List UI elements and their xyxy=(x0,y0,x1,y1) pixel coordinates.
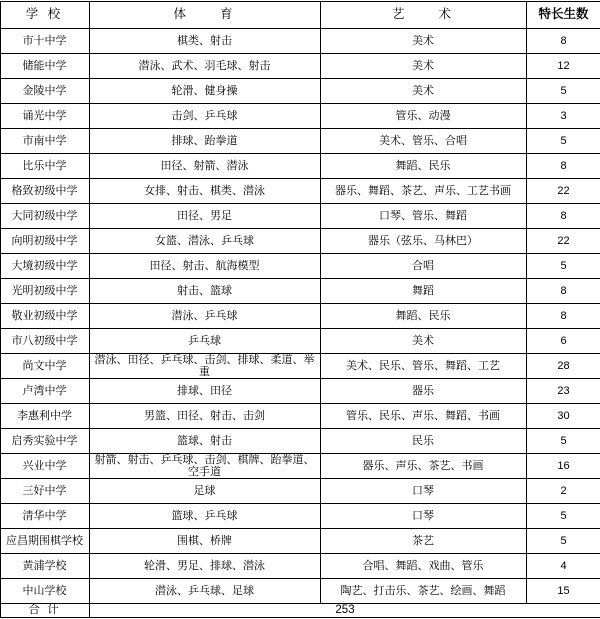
table-row xyxy=(0,454,600,479)
table-footer xyxy=(0,604,600,618)
table-row xyxy=(0,579,600,604)
table-row xyxy=(0,479,600,504)
cell-count: 5 xyxy=(526,504,600,529)
cell-art: 美术 xyxy=(320,79,526,104)
header-row xyxy=(0,2,600,29)
cell-sport: 篮球、乒乓球 xyxy=(89,504,320,529)
table-row xyxy=(0,279,600,304)
cell-school: 市八初级中学 xyxy=(0,329,89,354)
cell-school: 诵光中学 xyxy=(0,104,89,129)
cell-school: 金陵中学 xyxy=(0,79,89,104)
table-row xyxy=(0,104,600,129)
header-school: 学 校 xyxy=(0,2,89,29)
cell-sport: 击剑、乒乓球 xyxy=(89,104,320,129)
cell-sport: 排球、田径 xyxy=(89,379,320,404)
cell-sport: 棋类、射击 xyxy=(89,29,320,54)
cell-sport: 射击、篮球 xyxy=(89,279,320,304)
cell-art: 陶艺、打击乐、茶艺、绘画、舞蹈 xyxy=(320,579,526,604)
cell-school: 清华中学 xyxy=(0,504,89,529)
cell-count: 12 xyxy=(526,54,600,79)
cell-art: 美术 xyxy=(320,329,526,354)
cell-art: 舞蹈 xyxy=(320,279,526,304)
total-value: 253 xyxy=(89,604,600,618)
table-row xyxy=(0,329,600,354)
cell-sport: 篮球、射击 xyxy=(89,429,320,454)
cell-art: 舞蹈、民乐 xyxy=(320,154,526,179)
table-row xyxy=(0,304,600,329)
cell-art: 管乐、民乐、声乐、舞蹈、书画 xyxy=(320,404,526,429)
cell-school: 尚文中学 xyxy=(0,354,89,379)
cell-sport: 潜泳、乒乓球、足球 xyxy=(89,579,320,604)
cell-school: 市南中学 xyxy=(0,129,89,154)
cell-sport: 女篮、潜泳、乒乓球 xyxy=(89,229,320,254)
cell-count: 22 xyxy=(526,229,600,254)
cell-art: 美术 xyxy=(320,29,526,54)
table-row xyxy=(0,554,600,579)
cell-school: 兴业中学 xyxy=(0,454,89,479)
table-body xyxy=(0,29,600,604)
cell-school: 中山学校 xyxy=(0,579,89,604)
cell-school: 卢湾中学 xyxy=(0,379,89,404)
cell-count: 28 xyxy=(526,354,600,379)
table-row xyxy=(0,204,600,229)
cell-count: 6 xyxy=(526,329,600,354)
table-row xyxy=(0,229,600,254)
table-row xyxy=(0,379,600,404)
cell-sport: 潜泳、田径、乒乓球、击剑、排球、柔道、举重 xyxy=(89,354,320,379)
table-header xyxy=(0,2,600,29)
cell-count: 8 xyxy=(526,279,600,304)
cell-count: 8 xyxy=(526,29,600,54)
cell-count: 8 xyxy=(526,204,600,229)
table-row xyxy=(0,354,600,379)
table-row xyxy=(0,29,600,54)
cell-count: 8 xyxy=(526,304,600,329)
cell-school: 李惠利中学 xyxy=(0,404,89,429)
cell-sport: 乒乓球 xyxy=(89,329,320,354)
cell-art: 器乐、声乐、茶艺、书画 xyxy=(320,454,526,479)
cell-art: 器乐 xyxy=(320,379,526,404)
header-count: 特长生数 xyxy=(526,2,600,29)
table-row xyxy=(0,529,600,554)
cell-art: 口琴 xyxy=(320,479,526,504)
table-row xyxy=(0,504,600,529)
cell-sport: 女排、射击、棋类、潜泳 xyxy=(89,179,320,204)
cell-school: 储能中学 xyxy=(0,54,89,79)
cell-count: 5 xyxy=(526,79,600,104)
cell-count: 30 xyxy=(526,404,600,429)
cell-sport: 潜泳、武术、羽毛球、射击 xyxy=(89,54,320,79)
table-row xyxy=(0,54,600,79)
cell-school: 大同初级中学 xyxy=(0,204,89,229)
cell-school: 市十中学 xyxy=(0,29,89,54)
cell-art: 管乐、动漫 xyxy=(320,104,526,129)
cell-sport: 足球 xyxy=(89,479,320,504)
cell-art: 美术、管乐、合唱 xyxy=(320,129,526,154)
cell-count: 23 xyxy=(526,379,600,404)
cell-art: 口琴 xyxy=(320,504,526,529)
cell-count: 5 xyxy=(526,429,600,454)
cell-school: 敬业初级中学 xyxy=(0,304,89,329)
cell-sport: 田径、男足 xyxy=(89,204,320,229)
cell-sport: 男篮、田径、射击、击剑 xyxy=(89,404,320,429)
cell-count: 5 xyxy=(526,254,600,279)
table-row xyxy=(0,79,600,104)
cell-sport: 潜泳、乒乓球 xyxy=(89,304,320,329)
cell-sport: 轮滑、健身操 xyxy=(89,79,320,104)
cell-count: 8 xyxy=(526,154,600,179)
total-label: 合 计 xyxy=(0,604,89,618)
cell-sport: 田径、射箭、潜泳 xyxy=(89,154,320,179)
cell-art: 民乐 xyxy=(320,429,526,454)
total-row xyxy=(0,604,600,618)
cell-school: 格致初级中学 xyxy=(0,179,89,204)
cell-count: 5 xyxy=(526,129,600,154)
cell-count: 15 xyxy=(526,579,600,604)
cell-sport: 围棋、桥牌 xyxy=(89,529,320,554)
table-row xyxy=(0,254,600,279)
table-row xyxy=(0,129,600,154)
cell-art: 舞蹈、民乐 xyxy=(320,304,526,329)
cell-art: 美术 xyxy=(320,54,526,79)
cell-count: 5 xyxy=(526,529,600,554)
cell-count: 22 xyxy=(526,179,600,204)
cell-school: 应昌期围棋学校 xyxy=(0,529,89,554)
cell-school: 启秀实验中学 xyxy=(0,429,89,454)
header-sport: 体 育 xyxy=(89,2,320,29)
specialty-students-table xyxy=(0,1,600,618)
cell-sport: 排球、跆拳道 xyxy=(89,129,320,154)
cell-school: 大境初级中学 xyxy=(0,254,89,279)
cell-art: 合唱、舞蹈、戏曲、管乐 xyxy=(320,554,526,579)
cell-school: 三好中学 xyxy=(0,479,89,504)
header-art: 艺 术 xyxy=(320,2,526,29)
cell-school: 比乐中学 xyxy=(0,154,89,179)
cell-art: 合唱 xyxy=(320,254,526,279)
cell-count: 4 xyxy=(526,554,600,579)
table-row xyxy=(0,404,600,429)
cell-count: 16 xyxy=(526,454,600,479)
table-row xyxy=(0,154,600,179)
table-row xyxy=(0,179,600,204)
cell-art: 茶艺 xyxy=(320,529,526,554)
cell-art: 口琴、管乐、舞蹈 xyxy=(320,204,526,229)
cell-school: 向明初级中学 xyxy=(0,229,89,254)
cell-school: 光明初级中学 xyxy=(0,279,89,304)
cell-count: 2 xyxy=(526,479,600,504)
cell-art: 器乐、舞蹈、茶艺、声乐、工艺书画 xyxy=(320,179,526,204)
cell-sport: 射箭、射击、乒乓球、击剑、棋牌、跆拳道、空手道 xyxy=(89,454,320,479)
cell-school: 黄浦学校 xyxy=(0,554,89,579)
table-row xyxy=(0,429,600,454)
cell-art: 美术、民乐、管乐、舞蹈、工艺 xyxy=(320,354,526,379)
cell-sport: 田径、射击、航海模型 xyxy=(89,254,320,279)
cell-art: 器乐（弦乐、马林巴） xyxy=(320,229,526,254)
cell-count: 3 xyxy=(526,104,600,129)
cell-sport: 轮滑、男足、排球、潜泳 xyxy=(89,554,320,579)
